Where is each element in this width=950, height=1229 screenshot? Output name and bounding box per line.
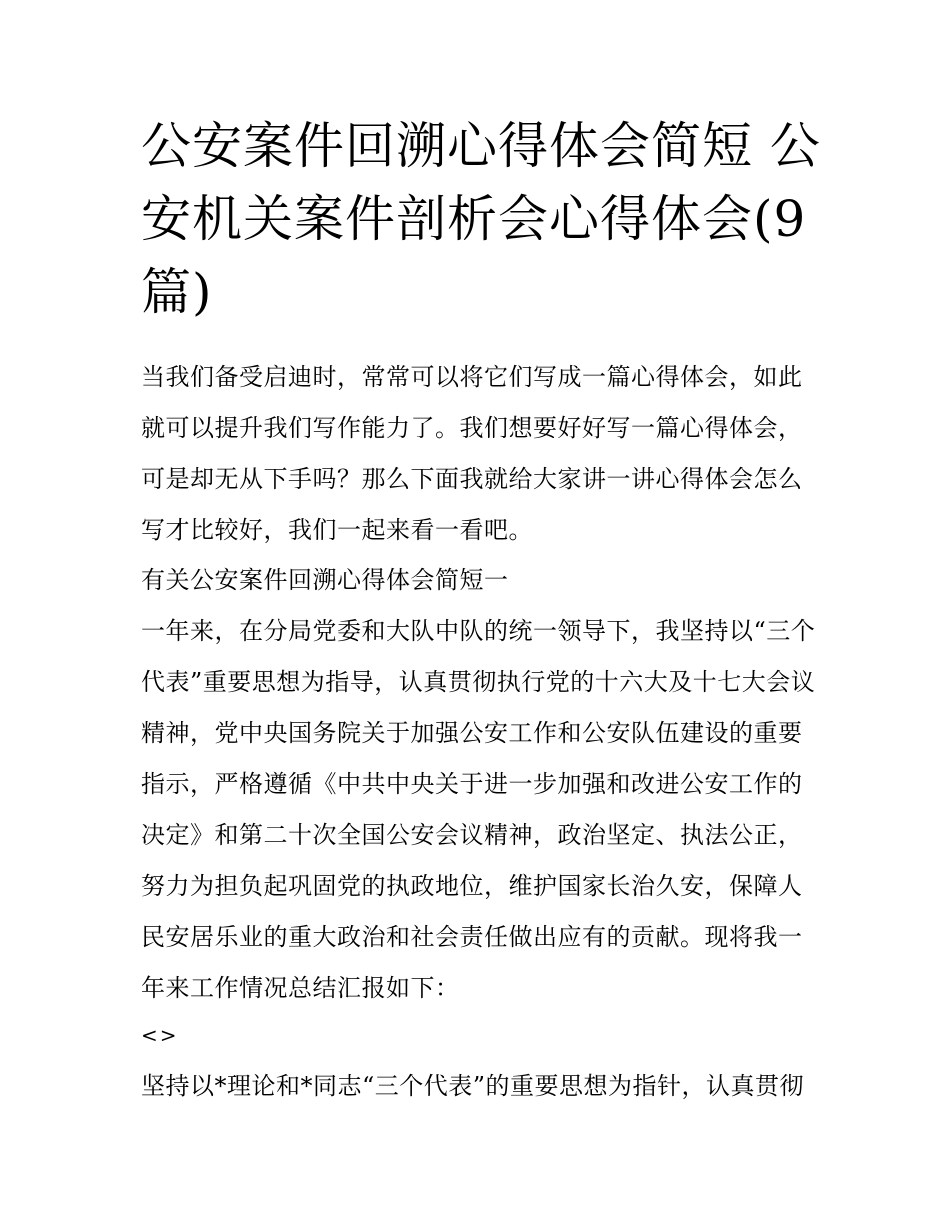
placeholder-marker: <> <box>141 1023 179 1047</box>
body-paragraph-2: 坚持以*理论和*同志“三个代表”的重要思想为指针，认真贯彻 <box>141 1072 805 1100</box>
section-heading: 有关公安案件回溯心得体会简短一 <box>141 566 509 594</box>
document-title: 公安案件回溯心得体会简短 公安机关案件剖析会心得体会(9篇) <box>141 117 821 321</box>
intro-paragraph: 当我们备受启迪时，常常可以将它们写成一篇心得体会，如此就可以提升我们写作能力了。我们想要好好写一篇心得体会，可是却无从下手吗？那么下面我就给大家讲一讲心得体会怎么写才比较好，我们一起来看一看吧。 <box>141 363 803 544</box>
body-paragraph-1: 一年来，在分局党委和大队中队的统一领导下，我坚持以“三个代表”重要思想为指导，认真贯彻执行党的十六大及十七大会议精神，党中央国务院关于加强公安工作和公安队伍建设的重要指示，严格遵循《中共中央关于进一步加强和改进公安工作的决定》和第二十次全国公安会议精神，政治坚定、执法公正，努力为担负起巩固党的执政地位，维护国家长治久安，保障人民安居乐业的重大政治和社会责任做出应有的贡献。现将我一年来工作情况总结汇报如下： <box>141 617 816 1002</box>
